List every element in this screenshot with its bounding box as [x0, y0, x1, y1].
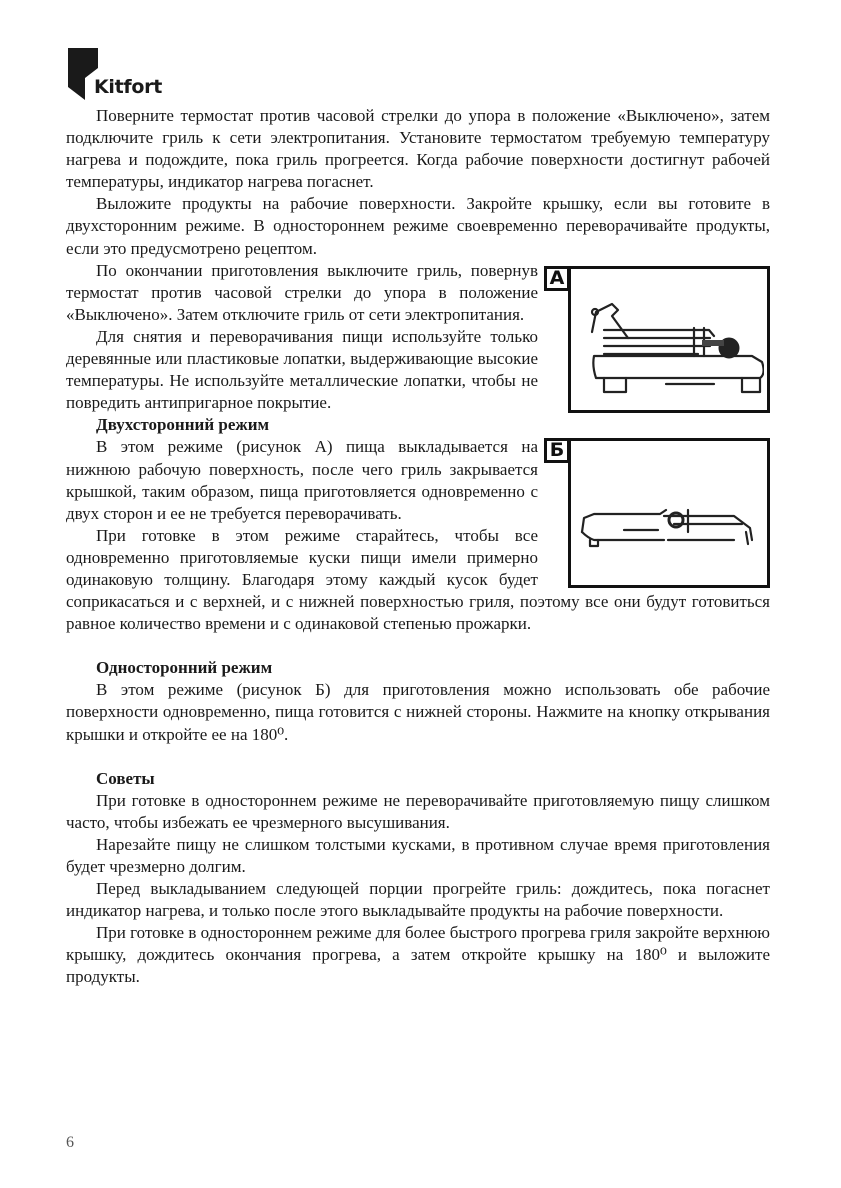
- paragraph-tip-flip: При готовке в одностороннем режиме не переворачивайте приготовляемую пищу слишком часто, чтобы избежать ее чрезмерного высушивания.: [66, 790, 770, 832]
- heading-single-sided: Односторонний режим: [96, 658, 273, 678]
- open-grill-illustration: [574, 446, 764, 578]
- figure-b-open-grill: [544, 438, 770, 588]
- figure-a-closed-grill: [544, 266, 770, 413]
- heading-tips: Советы: [96, 768, 155, 788]
- heading-double-sided: Двухсторонний режим: [96, 415, 270, 435]
- brand-name: Kitfort: [94, 76, 162, 98]
- header: [66, 46, 266, 102]
- paragraph-double-mode: В этом режиме (рисунок А) пища выкладывается на нижнюю рабочую поверхность, после чего гриль закрывается крышкой, таким образом, пища приготовляется одновременно с двух сторон и ее не требуется переворачивать.: [66, 437, 538, 523]
- manual-text: [66, 105, 770, 989]
- figure-a-label: А: [544, 266, 570, 291]
- paragraph-tip-slices: Нарезайте пищу не слишком толстыми кусками, в противном случае время приготовления будет чрезмерно долгим.: [66, 834, 770, 876]
- paragraph-turn-off: По окончании приготовления выключите гриль, повернув термостат против часовой стрелки до упора в положение «Выключено». Затем отключите гриль от сети электропитания.: [66, 260, 538, 324]
- paragraph-thermostat: Поверните термостат против часовой стрелки до упора в положение «Выключено», затем подключите гриль к сети электропитания. Установите термостатом требуемую температуру нагрева и подождите, пока гриль прогреется. Когда рабочие поверхности достигнут рабочей температуры, индикатор нагрева погаснет.: [66, 106, 770, 192]
- paragraph-place-food: Выложите продукты на рабочие поверхности. Закройте крышку, если вы готовите в двухсторонним режиме. В одностороннем режиме своевременно переворачивайте продукты, если это предусмотрено рецептом.: [66, 194, 770, 258]
- paragraph-spatula: Для снятия и переворачивания пищи используйте только деревянные или пластиковые лопатки, выдерживающие высокие температуры. Не используйте металлические лопатки, чтобы не повредить антипригарное покрытие.: [66, 326, 538, 413]
- paragraph-single-mode: В этом режиме (рисунок Б) для приготовления можно использовать обе рабочие поверхности одновременно, пища готовится с нижней стороны. Нажмите на кнопку открывания крышки и откройте ее на 180⁰.: [66, 680, 770, 744]
- paragraph-tip-lid: При готовке в одностороннем режиме для более быстрого прогрева гриля закройте верхнюю крышку, дождитесь окончания прогрева, а затем откройте крышку на 180⁰ и выложите продукты.: [66, 923, 770, 987]
- closed-grill-illustration: [574, 274, 764, 406]
- figure-b-label: Б: [544, 438, 570, 463]
- page-number: 6: [66, 1134, 74, 1151]
- paragraph-tip-preheat: Перед выкладыванием следующей порции прогрейте гриль: дождитесь, пока погаснет индикатор нагрева, и только после этого выкладывайте продукты на рабочие поверхности.: [66, 879, 770, 921]
- paragraph-thickness: При готовке в этом режиме старайтесь, чтобы все одновременно приготовляемые куски пищи имели примерно одинаковую толщину. Благодаря этому каждый кусок будет соприкасаться и с верхней, и с нижней поверхностью гриля, поэтому все они будут готовиться равное количество времени и с одинаковой степенью прожарки.: [66, 525, 770, 634]
